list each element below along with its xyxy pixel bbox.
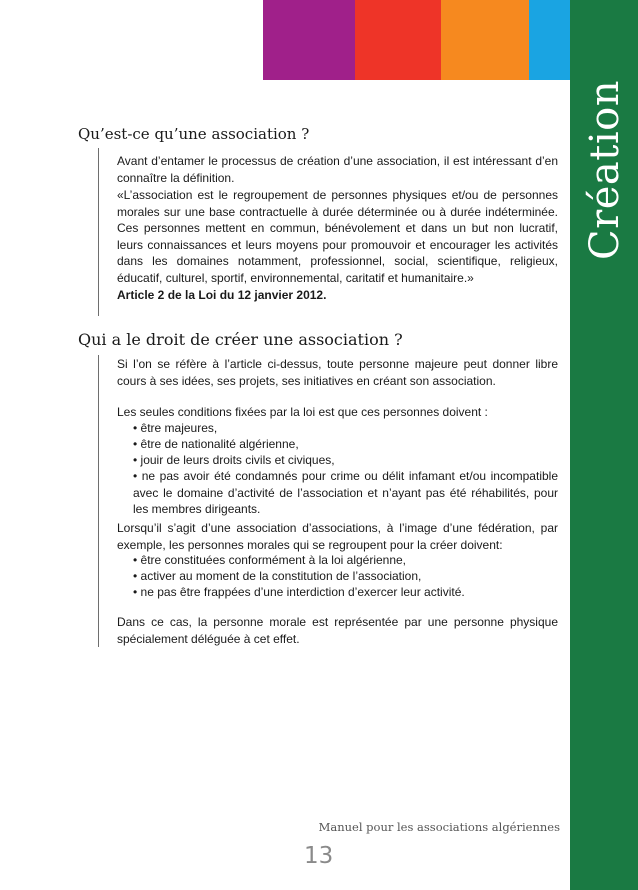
list-item: • ne pas être frappées d’une interdiction d’exercer leur activité. [133, 585, 465, 599]
page-number: 13 [304, 843, 334, 869]
list-item: • activer au moment de la constitution de l’association, [133, 569, 422, 583]
blue-band [529, 0, 570, 80]
section1-heading: Qu’est-ce qu’une association ? [78, 125, 310, 143]
section1-reference: Article 2 de la Loi du 12 janvier 2012. [117, 288, 327, 302]
section2-divider [98, 355, 99, 647]
section2-closing: Dans ce cas, la personne morale est représentée par une personne physique spécialement déléguée à cet effet. [117, 615, 558, 646]
conditions-intro: Les seules conditions fixées par la loi est que ces personnes doivent : [117, 405, 488, 419]
list-item: • ne pas avoir été condamnés pour crime ou délit infamant et/ou incompatible avec le domaine d’activité de l’association et n’ayant pas été réhabilités, pour les membres dirigeants. [133, 469, 558, 516]
section1-divider [98, 148, 99, 316]
list-item: • être de nationalité algérienne, [133, 437, 299, 451]
section2-intro: Si l’on se réfère à l’article ci-dessus, toute personne majeure peut donner libre cours à ses idées, ses projets, ses initiatives en créant son association. [117, 357, 558, 388]
section2-heading: Qui a le droit de créer une association ? [78, 330, 403, 349]
list-item: • être majeures, [133, 421, 218, 435]
federation-intro: Lorsqu’il s’agit d’une association d’associations, à l’image d’une fédération, par exemple, les personnes morales qui se regroupent pour la créer doivent: [117, 521, 558, 552]
section1-quote: «L’association est le regroupement de personnes physiques et/ou de personnes morales sur une base contractuelle à durée déterminée ou à durée indéterminée. Ces personnes mettent en commun, bénévolement et dans un but non lucratif, leurs connaissances et leurs moyens pour promouvoir et encourager les activités dans les domaines notamment, professionnel, social, scientifique, religieux, éducatif, culturel, sportif, environnemental, caritatif et humanitaire.» [117, 188, 558, 285]
list-item: • être constituées conformément à la loi algérienne, [133, 553, 407, 567]
list-item: • jouir de leurs droits civils et civiques, [133, 453, 335, 467]
orange-band [441, 0, 529, 80]
red-band [355, 0, 441, 80]
section1-intro: Avant d’entamer le processus de création d’une association, il est intéressant d’en connaître la définition. [117, 154, 558, 185]
purple-band [263, 0, 355, 80]
manual-title: Manuel pour les associations algériennes [318, 820, 560, 834]
section-tab-title: Création [582, 80, 628, 260]
